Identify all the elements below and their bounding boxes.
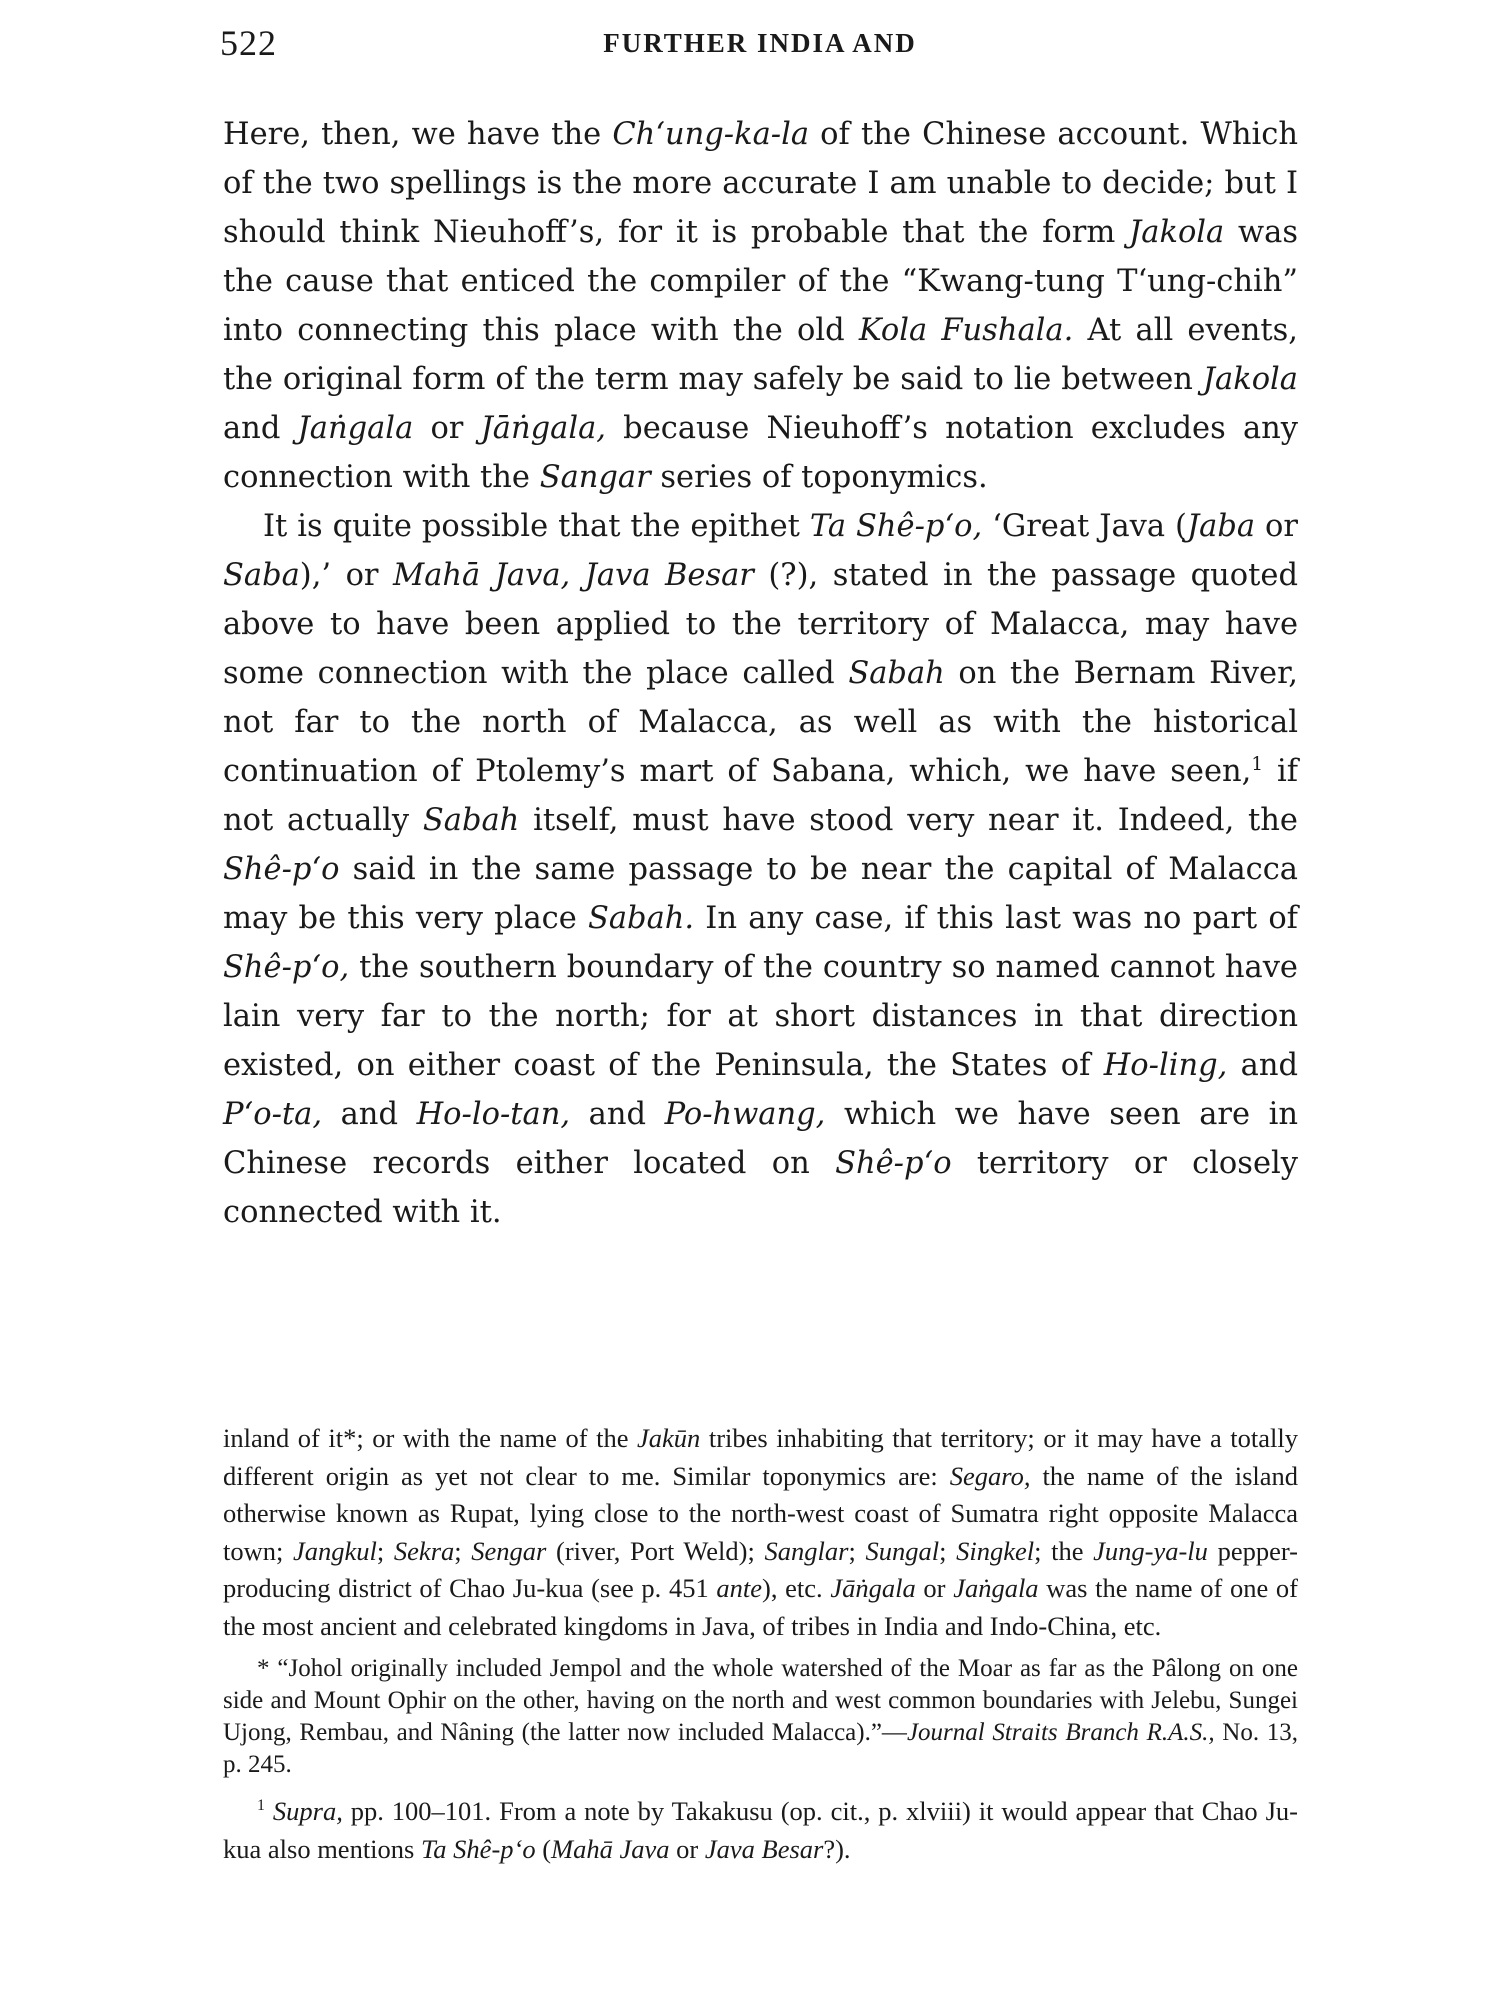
main-text: [223, 110, 1298, 1237]
footnote-marker-1: 1: [257, 1797, 265, 1815]
footnote-ref-1: 1: [1251, 753, 1263, 775]
page-header: [220, 22, 1300, 82]
footnote-1: $^1$ Supra, pp. 100–101. From a note by Takakusu (op. cit., p. xlviii) it would appear that Chao Ju-kua also mentions Ta Shê-p‘o (Mahā Java or Java Besar?).: [223, 1796, 1298, 1864]
page-number: 522: [220, 23, 277, 63]
footnote-star: * “Johol originally included Jempol and the whole watershed of the Moar as far as the Pâlong on one side and Mount Ophir on the other, having on the north and west common boundaries with Jelebu, Sungei Ujong, Rembau, and Nâning (the latter now included Malacca).”—Journal Straits Branch R.A.S., No. 13, p. 245.: [223, 1655, 1298, 1778]
paragraph-1: Here, then, we have the Ch‘ung-ka-la of the Chinese account. Which of the two spellings is the more accurate I am unable to decide; but I should think Nieuhoff’s, for it is probable that the form Jakola was the cause that enticed the compiler of the “Kwang-tung T‘ung-chih” into connecting this place with the old Kola Fushala. At all events, the original form of the term may safely be said to lie between Jakola and Jaṅgala or Jāṅgala, because Nieuhoff’s notation excludes any connection with the Sangar series of toponymics.: [223, 117, 1299, 495]
footnote-continuation: inland of it*; or with the name of the Jakūn tribes inhabiting that territory; or it may have a totally different origin as yet not clear to me. Similar toponymics are: Segaro, the name of the island otherwise known as Rupat, lying close to the north-west coast of Sumatra right opposite Malacca town; Jangkul; Sekra; Sengar (river, Port Weld); Sanglar; Sungal; Singkel; the Jung-ya-lu pepper-producing district of Chao Ju-kua (see p. 451 ante), etc. Jāṅgala or Jaṅgala was the name of one of the most ancient and celebrated kingdoms in Java, of tribes in India and Indo-China, etc.: [223, 1423, 1299, 1641]
paragraph-2: It is quite possible that the epithet Ta Shê-p‘o, ‘Great Java (Jaba or Saba),’ or Mahā Java, Java Besar (?), stated in the passage quoted above to have been applied to the territory of Malacca, may have some connection with the place called Sabah on the Bernam River, not far to the north of Malacca, as well as with the historical continuation of Ptolemy’s mart of Sabana, which, we have seen,$^1$ if not actually Sabah itself, must have stood very near it. Indeed, the Shê-p‘o said in the same passage to be near the capital of Malacca may be this very place Sabah. In any case, if this last was no part of Shê-p‘o, the southern boundary of the country so named cannot have lain very far to the north; for at short distances in that direction existed, on either coast of the Peninsula, the States of Ho-ling, and P‘o-ta, and Ho-lo-tan, and Po-hwang, which we have seen are in Chinese records either located on Shê-p‘o territory or closely connected with it.: [223, 509, 1299, 1230]
footnotes: [223, 1420, 1298, 1868]
running-title: FURTHER INDIA AND: [603, 28, 917, 58]
